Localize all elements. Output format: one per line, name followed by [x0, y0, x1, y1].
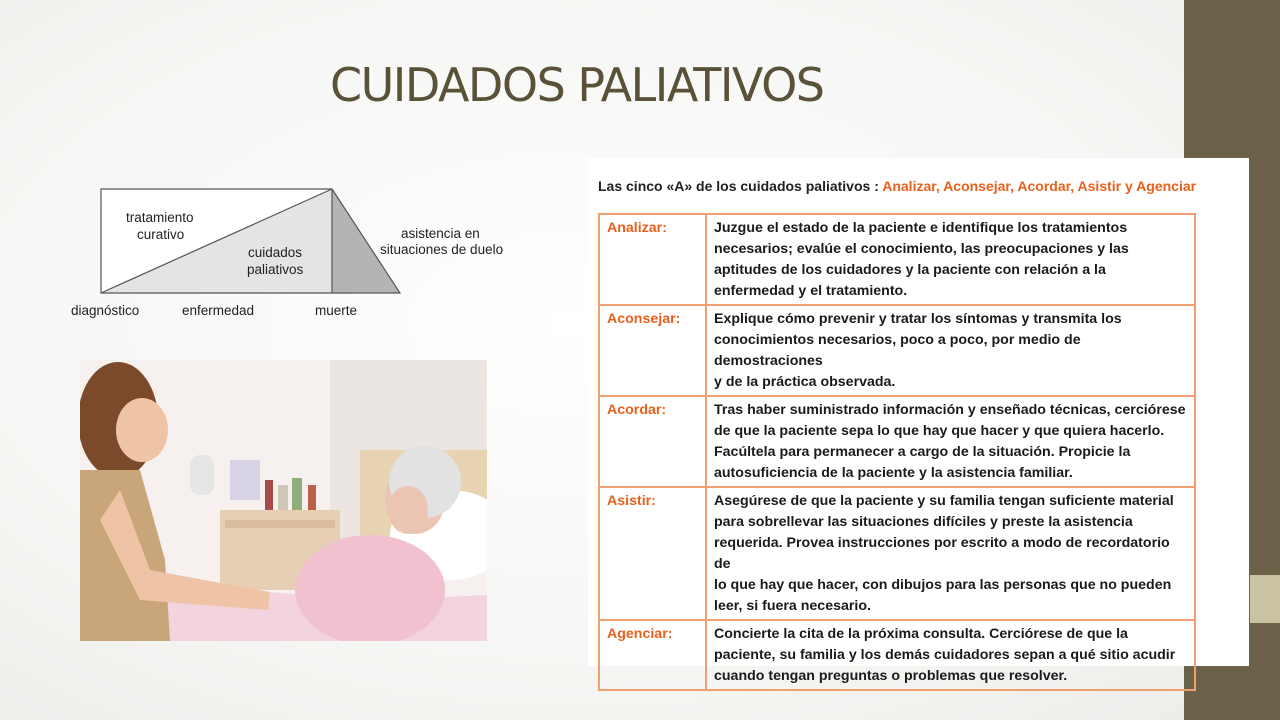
five-a-heading-prefix: Las cinco «A» de los cuidados paliativos :	[598, 178, 883, 194]
row-description	[706, 214, 1195, 305]
flower-vase	[190, 455, 214, 495]
five-a-heading	[598, 178, 1196, 194]
description-line: Asegúrese de que la paciente y su familia tengan suficiente material	[714, 493, 1174, 509]
description-line: cuando tengan preguntas o problemas que resolver.	[714, 668, 1068, 684]
table-row-agenciar	[599, 620, 1195, 690]
five-a-table-panel	[588, 158, 1249, 684]
table-row-aconsejar	[599, 305, 1195, 396]
description-line: autosuficiencia de la paciente y la asistencia familiar.	[714, 465, 1073, 481]
row-term: Asistir:	[599, 487, 706, 620]
photo-frame	[230, 460, 260, 500]
description-line: de que la paciente sepa lo que hay que hacer y que quiera hacerlo.	[714, 423, 1165, 439]
sidebar-accent-block	[1250, 575, 1280, 623]
description-line: lo que hay que hacer, con dibujos para las personas que no pueden	[714, 577, 1172, 593]
label-grief-line2: situaciones de duelo	[380, 242, 504, 257]
label-palliative-line1: cuidados	[248, 245, 303, 260]
description-line: para sobrellevar las situaciones difíciles y preste la asistencia	[714, 514, 1133, 530]
label-grief-line1: asistencia en	[401, 226, 480, 241]
description-line: Tras haber suministrado información y enseñado técnicas, cerciórese	[714, 402, 1186, 418]
row-term: Aconsejar:	[599, 305, 706, 396]
axis-label-death: muerte	[315, 303, 358, 318]
description-line: Explique cómo prevenir y tratar los síntomas y transmita los	[714, 311, 1122, 327]
description-line: y de la práctica observada.	[714, 374, 896, 390]
row-term: Acordar:	[599, 396, 706, 487]
care-trajectory-diagram	[60, 180, 520, 325]
label-curative-line1: tratamiento	[126, 210, 194, 225]
description-line: conocimientos necesarios, poco a poco, por medio de demostraciones	[714, 332, 1081, 369]
row-description	[706, 396, 1195, 487]
row-description	[706, 487, 1195, 620]
row-term: Agenciar:	[599, 620, 706, 690]
row-description	[706, 620, 1195, 690]
label-curative-line2: curativo	[137, 227, 185, 242]
table-row-asistir	[599, 487, 1195, 620]
description-line: leer, si fuera necesario.	[714, 598, 871, 614]
description-line: necesarios; evalúe el conocimiento, las preocupaciones y las	[714, 241, 1129, 257]
patient-body	[295, 535, 445, 641]
axis-label-illness: enfermedad	[182, 303, 255, 318]
table-row-analizar	[599, 214, 1195, 305]
axis-label-diagnosis: diagnóstico	[71, 303, 140, 318]
description-line: aptitudes de los cuidadores y la paciente con relación a la	[714, 262, 1106, 278]
description-line: Facúltela para permanecer a cargo de la situación. Propicie la	[714, 444, 1131, 460]
caregiver-face	[116, 398, 168, 462]
description-line: Concierte la cita de la próxima consulta. Cerciórese de que la	[714, 626, 1128, 642]
description-line: Juzgue el estado de la paciente e identifique los tratamientos	[714, 220, 1128, 236]
row-term: Analizar:	[599, 214, 706, 305]
description-line: enfermedad y el tratamiento.	[714, 283, 908, 299]
description-line: requerida. Provea instrucciones por escrito a modo de recordatorio de	[714, 535, 1170, 572]
caregiver-patient-photo	[80, 360, 487, 641]
table-row-acordar	[599, 396, 1195, 487]
label-palliative-line2: paliativos	[247, 262, 304, 277]
five-a-heading-accent: Analizar, Aconsejar, Acordar, Asistir y Agenciar	[882, 178, 1197, 194]
row-description	[706, 305, 1195, 396]
description-line: paciente, su familia y los demás cuidadores sepan a qué sitio acudir	[714, 647, 1176, 663]
five-a-table	[598, 213, 1196, 691]
slide-title: CUIDADOS PALIATIVOS	[330, 58, 824, 112]
